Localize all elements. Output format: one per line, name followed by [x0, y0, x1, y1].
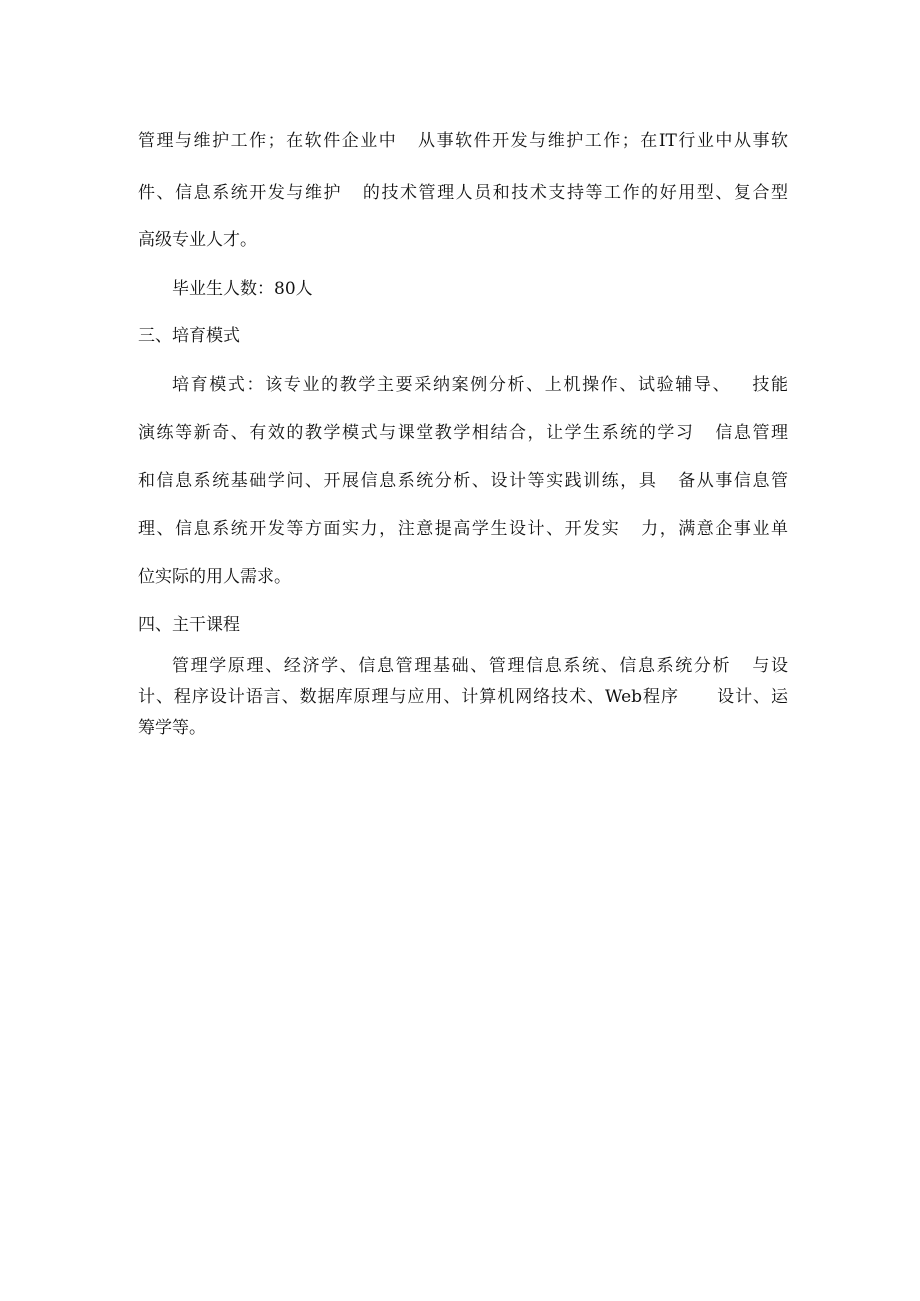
intro-line-2: 件、信息系统开发与维护 的技术管理人员和技术支持等工作的好用型、复合型 [138, 183, 788, 203]
graduates-count: 毕业生人数：80人 [172, 279, 313, 299]
section-3-line-5: 位实际的用人需求。 [138, 567, 291, 587]
section-4-line-1: 管理学原理、经济学、信息管理基础、管理信息系统、信息系统分析 与设 [172, 656, 788, 676]
section-4-line-2: 计、程序设计语言、数据库原理与应用、计算机网络技术、Web程序 设计、运 [138, 687, 788, 707]
intro-line-1: 管理与维护工作；在软件企业中 从事软件开发与维护工作；在IT行业中从事软 [138, 131, 788, 151]
section-3-line-2: 演练等新奇、有效的教学模式与课堂教学相结合，让学生系统的学习 信息管理 [138, 423, 788, 443]
section-4-line-3: 筹学等。 [138, 718, 206, 738]
intro-line-3: 高级专业人才。 [138, 230, 257, 250]
section-3-heading: 三、培育模式 [138, 326, 240, 346]
section-4-heading: 四、主干课程 [138, 615, 240, 635]
section-3-line-4: 理、信息系统开发等方面实力，注意提高学生设计、开发实 力，满意企事业单 [138, 519, 788, 539]
section-3-line-1: 培育模式：该专业的教学主要采纳案例分析、上机操作、试验辅导、 技能 [172, 375, 788, 395]
section-3-line-3: 和信息系统基础学问、开展信息系统分析、设计等实践训练，具 备从事信息管 [138, 471, 788, 491]
